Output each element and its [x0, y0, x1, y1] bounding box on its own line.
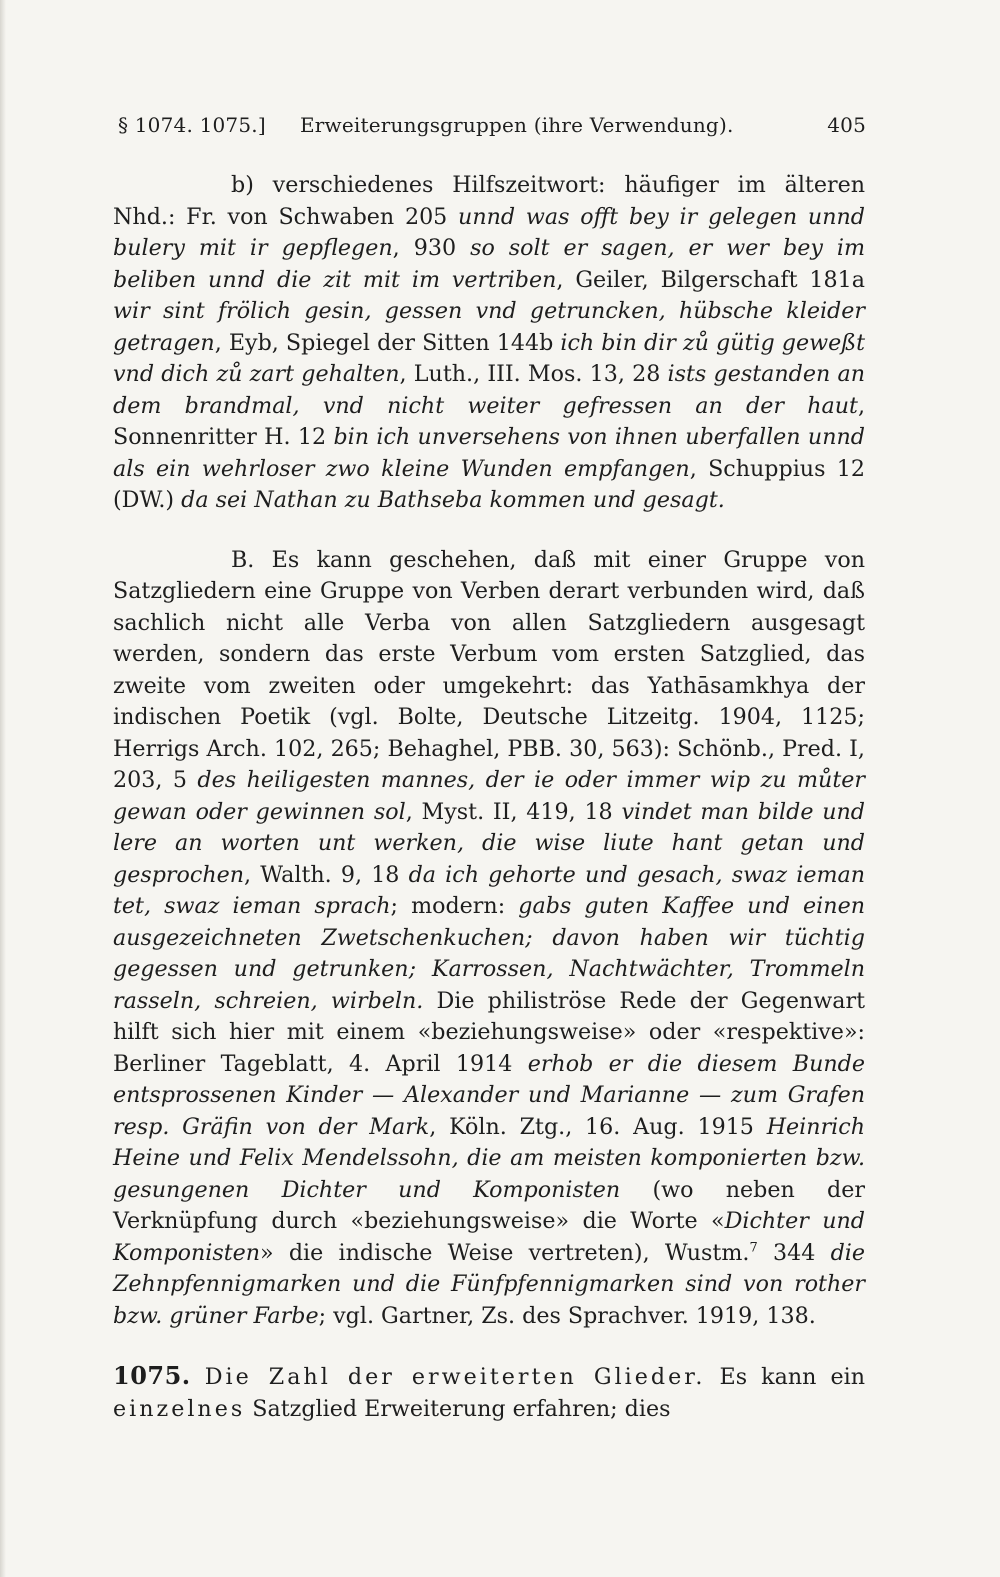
- text-run: ; modern:: [390, 893, 519, 919]
- paragraph-1075: [113, 1360, 865, 1425]
- section-number: 1075.: [113, 1361, 191, 1390]
- text-run: Die philiströse Rede der Gegenwart hilft sich hier mit einem «beziehungsweise» oder «respektive»: Berliner Tageblatt, 4. April 1914: [113, 987, 865, 1077]
- text-run: B. Es kann geschehen, daß mit einer Gruppe von Satzgliedern eine Gruppe von Verben derart verbunden wird, daß sachlich nicht alle Verba von allen Satzgliedern ausgesagt werden, sondern das erste Verbum vom ersten Satzglied, das zweite vom zweiten oder umgekehrt: das Yathāsamkhya der indischen Poetik (vgl. Bolte, Deutsche Litzeitg. 1904, 1125; Herrigs Arch. 102, 265; Behaghel, PBB. 30, 563): Schönb., Pred. I, 203, 5: [113, 546, 865, 793]
- text-run: , Walth. 9, 18: [244, 861, 409, 888]
- text-run: b) verschiedenes Hilfszeitwort: häufiger im älteren Nhd.: Fr. von Schwaben 205: [113, 172, 865, 230]
- quotation-text: Heinrich Heine und Felix Mendelssohn, die am meisten komponierten bzw. gesungenen Dichter und Komponisten: [113, 1113, 865, 1203]
- section-heading: Die Zahl der erweiterten Glieder.: [204, 1364, 706, 1390]
- text-run: , 930: [392, 235, 471, 261]
- text-run: , Myst. II, 419, 18: [405, 798, 622, 825]
- text-run: (wo neben der Verknüpfung durch «beziehungsweise» die Worte «: [113, 1176, 865, 1234]
- quotation-text: unnd was offt bey ir gelegen unnd bulery mit ir gepflegen: [113, 203, 865, 261]
- text-run: , Sonnenritter H. 12: [113, 392, 865, 450]
- text-run: ; vgl. Gartner, Zs. des Sprachver. 1919, 138.: [318, 1302, 816, 1329]
- quotation-text: so solt er sagen, er wer bey im beliben unnd die zit mit im vertriben: [113, 235, 865, 293]
- page-number: 405: [827, 113, 866, 137]
- quotation-text: ists gestanden an dem brandmal, vnd nicht weiter gefressen an der haut: [113, 361, 865, 419]
- quotation-text: gabs guten Kaffee und einen ausgezeichneten Zwetschenkuchen; davon haben wir tüchtig gegessen und getrunken; Karrossen, Nachtwächter, Trommeln rasseln, schreien, wirbeln.: [113, 893, 865, 1014]
- quotation-text: bin ich unversehens von ihnen uberfallen unnd als ein wehrloser zwo kleine Wunden empfangen: [113, 424, 865, 482]
- text-run: , Schuppius 12 (DW.): [113, 455, 865, 513]
- paragraph-B: [113, 545, 865, 1333]
- text-run: , Eyb, Spiegel der Sitten 144b: [214, 329, 561, 356]
- running-header: [118, 113, 866, 143]
- quotation-text: des heiligesten mannes, der ie oder immer wip zu můter gewan oder gewinnen sol: [113, 767, 865, 825]
- emphasized-word: einzelnes: [113, 1395, 246, 1422]
- paragraph-b: [113, 170, 865, 517]
- quotation-text: ich bin dir zů gütig geweßt vnd dich zů zart gehalten: [113, 329, 865, 387]
- quotation-text: vindet man bilde und lere an worten unt werken, die wise liute hant getan und gesprochen: [113, 798, 865, 888]
- text-run: » die indische Weise vertreten), Wustm.: [260, 1239, 750, 1266]
- main-text: [113, 170, 865, 1425]
- text-run: , Geiler, Bilgerschaft 181a: [556, 266, 865, 293]
- quotation-text: die Zehnpfennigmarken und die Fünfpfennigmarken sind von rother bzw. grüner Farbe: [113, 1239, 865, 1329]
- text-run: 344: [757, 1239, 831, 1266]
- quotation-text: wir sint frölich gesin, gessen vnd getruncken, hübsche kleider getragen: [113, 298, 865, 356]
- quotation-text: da ich gehorte und gesach, swaz ieman tet, swaz ieman sprach: [113, 861, 866, 919]
- paragraph-text: Es kann ein: [705, 1364, 865, 1390]
- paragraph-text: Satzglied Erweiterung erfahren; dies: [245, 1395, 671, 1422]
- text-run: , Köln. Ztg., 16. Aug. 1915: [429, 1113, 767, 1140]
- page-edge: [0, 0, 6, 1577]
- quotation-text: erhob er die diesem Bunde entsprossenen Kinder — Alexander und Marianne — zum Grafen resp. Gräfin von der Mark: [113, 1050, 866, 1140]
- quotation-text: da sei Nathan zu Bathseba kommen und gesagt.: [181, 487, 725, 513]
- quotation-text: Dichter und Komponisten: [113, 1208, 865, 1266]
- header-section-ref: § 1074. 1075.]: [118, 113, 266, 137]
- text-run: , Luth., III. Mos. 13, 28: [399, 361, 668, 387]
- footnote-superscript: 7: [749, 1240, 758, 1256]
- header-title: Erweiterungsgruppen (ihre Verwendung).: [300, 113, 734, 137]
